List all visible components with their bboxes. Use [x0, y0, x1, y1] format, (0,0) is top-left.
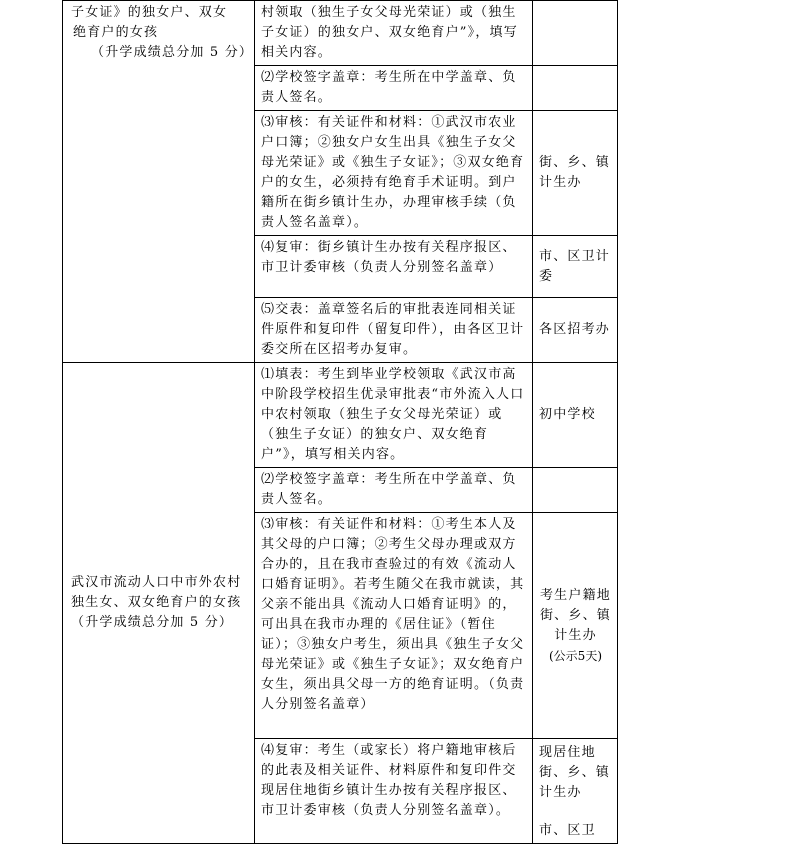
dept-note: (公示5天) — [549, 648, 602, 663]
dept-cell: 街、乡、镇计生办 — [533, 111, 618, 236]
category-cell-1 — [63, 1, 255, 363]
step-cell: ⑷复审：街乡镇计生办按有关程序报区、市卫计委审核（负责人分别签名盖章） — [255, 236, 533, 298]
table-row — [63, 363, 618, 468]
admission-preference-table — [62, 0, 618, 844]
category-note: （升学成绩总分加 5 分） — [71, 615, 234, 630]
dept-extra: 市、区卫 — [539, 823, 596, 838]
step-cell: 村领取（独生子女父母光荣证）或（独生子女证）的独女户、双女绝育户”》，填写相关内容。 — [255, 1, 533, 66]
dept-cell — [533, 468, 618, 513]
step-cell: ⑴填表：考生到毕业学校领取《武汉市高中阶段学校招生优录审批表“市外流入人口中农村领取（独生子女父母光荣证）或（独生子女证）的独女户、双女绝育户”》，填写相关内容。 — [255, 363, 533, 468]
dept-cell — [533, 513, 618, 739]
dept-cell: 初中学校 — [533, 363, 618, 468]
table-row — [63, 1, 618, 66]
dept-text: 考生户籍地街、乡、镇计生办 — [539, 587, 611, 643]
category-line: 绝育户的女孩 — [73, 25, 159, 40]
step-cell: ⑷复审：考生（或家长）将户籍地审核后的此表及相关证件、材料原件和复印件交现居住地街乡镇计生办按有关程序报区、市卫计委审核（负责人分别签名盖章）。 — [255, 739, 533, 844]
dept-cell: 市、区卫计委 — [533, 236, 618, 298]
step-cell: ⑸交表：盖章签名后的审批表连同相关证件原件和复印件（留复印件），由各区卫计委交所在区招考办复审。 — [255, 298, 533, 363]
step-cell: ⑶审核：有关证件和材料：①武汉市农业户口簿；②独女户女生出具《独生子女父母光荣证》或《独生子女证》；③双女绝育户的女生，必须持有绝育手术证明。到户籍所在街乡镇计生办，办理审核手续（负责人签名盖章）。 — [255, 111, 533, 236]
category-line: 武汉市流动人口中市外农村独生女、双女绝育户的女孩 — [71, 575, 242, 610]
category-note: （升学成绩总分加 5 分） — [91, 45, 254, 60]
step-cell: ⑵学校签字盖章：考生所在中学盖章、负责人签名。 — [255, 468, 533, 513]
dept-cell — [533, 66, 618, 111]
dept-cell: 各区招考办 — [533, 298, 618, 363]
step-cell: ⑵学校签字盖章：考生所在中学盖章、负责人签名。 — [255, 66, 533, 111]
category-line: 子女证》的独女户、双女 — [71, 5, 228, 20]
category-cell-2 — [63, 363, 255, 844]
dept-text: 现居住地街、乡、镇计生办 — [539, 745, 611, 800]
dept-cell — [533, 1, 618, 66]
step-cell: ⑶审核：有关证件和材料：①考生本人及其父母的户口簿；②考生父母办理或双方合办的，且在我市查验过的有效《流动人口婚育证明》。若考生随父在我市就读，其父亲不能出具《流动人口婚育证明》的，可出具在我市办理的《居住证》（暂住证）；③独女户考生，须出具《独生子女父母光荣证》或《独生子女证》；双女绝育户女生，须出具父母一方的绝育证明。（负责人分别签名盖章） — [255, 513, 533, 739]
